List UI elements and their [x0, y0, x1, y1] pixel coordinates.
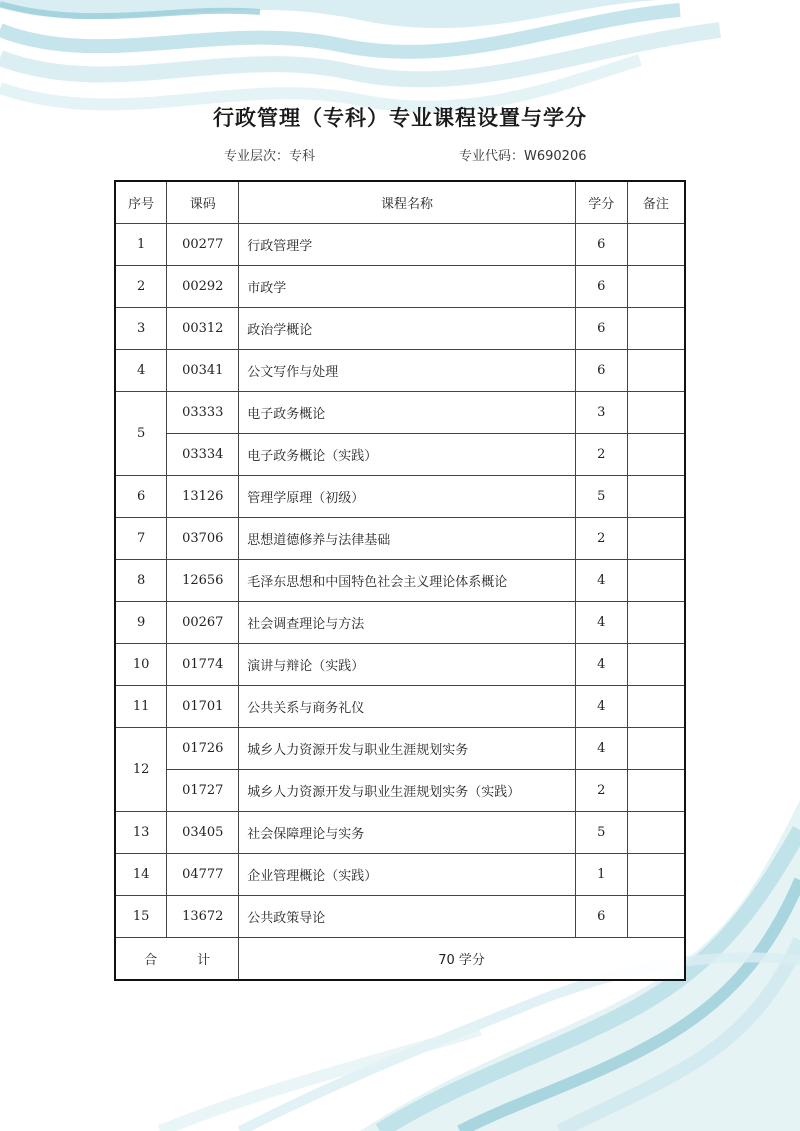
- row-credit: 6: [575, 350, 627, 392]
- row-seq: 9: [115, 602, 167, 644]
- row-seq: 11: [115, 686, 167, 728]
- row-credit: 3: [575, 392, 627, 434]
- total-row: [115, 938, 685, 981]
- page-title: 行政管理（专科）专业课程设置与学分: [213, 106, 587, 130]
- total-label-a: 合: [144, 953, 158, 968]
- row-seq: 3: [115, 308, 167, 350]
- row-name: 政治学概论: [239, 308, 576, 350]
- row-name: 电子政务概论（实践）: [239, 434, 576, 476]
- row-code: 03333: [167, 392, 239, 434]
- row-credit: 2: [575, 770, 627, 812]
- row-code: 04777: [167, 854, 239, 896]
- row-credit: 1: [575, 854, 627, 896]
- table-row: [115, 434, 685, 476]
- row-code: 03334: [167, 434, 239, 476]
- header-note: 备注: [627, 181, 685, 224]
- row-credit: 2: [575, 434, 627, 476]
- table-row: [115, 854, 685, 896]
- row-seq: 2: [115, 266, 167, 308]
- row-note: [627, 770, 685, 812]
- row-note: [627, 686, 685, 728]
- row-name: 电子政务概论: [239, 392, 576, 434]
- row-code: 01727: [167, 770, 239, 812]
- row-name: 演讲与辩论（实践）: [239, 644, 576, 686]
- course-table: [114, 180, 686, 981]
- table-row: [115, 392, 685, 434]
- row-code: 03706: [167, 518, 239, 560]
- row-name: 城乡人力资源开发与职业生涯规划实务: [239, 728, 576, 770]
- header-seq: 序号: [115, 181, 167, 224]
- major-code-value: W690206: [524, 149, 587, 164]
- table-row: [115, 266, 685, 308]
- row-seq: 12: [115, 728, 167, 812]
- table-row: [115, 350, 685, 392]
- row-seq: 5: [115, 392, 167, 476]
- row-seq: 10: [115, 644, 167, 686]
- row-note: [627, 602, 685, 644]
- row-code: 12656: [167, 560, 239, 602]
- row-note: [627, 224, 685, 266]
- row-credit: 5: [575, 812, 627, 854]
- row-name: 思想道德修养与法律基础: [239, 518, 576, 560]
- row-credit: 4: [575, 728, 627, 770]
- table-row: [115, 602, 685, 644]
- table-row: [115, 686, 685, 728]
- table-row: [115, 770, 685, 812]
- row-code: 00341: [167, 350, 239, 392]
- table-row: [115, 308, 685, 350]
- row-note: [627, 560, 685, 602]
- row-code: 00267: [167, 602, 239, 644]
- row-code: 13672: [167, 896, 239, 938]
- row-note: [627, 308, 685, 350]
- row-note: [627, 434, 685, 476]
- row-note: [627, 728, 685, 770]
- row-credit: 6: [575, 266, 627, 308]
- row-name: 市政学: [239, 266, 576, 308]
- row-note: [627, 518, 685, 560]
- total-label: [115, 938, 239, 981]
- row-seq: 13: [115, 812, 167, 854]
- table-row: [115, 476, 685, 518]
- row-credit: 6: [575, 308, 627, 350]
- row-name: 毛泽东思想和中国特色社会主义理论体系概论: [239, 560, 576, 602]
- major-level: [224, 145, 315, 164]
- row-seq: 14: [115, 854, 167, 896]
- row-note: [627, 350, 685, 392]
- row-name: 公文写作与处理: [239, 350, 576, 392]
- row-credit: 4: [575, 560, 627, 602]
- row-name: 社会调查理论与方法: [239, 602, 576, 644]
- row-code: 01701: [167, 686, 239, 728]
- table-row: [115, 896, 685, 938]
- row-note: [627, 476, 685, 518]
- row-code: 00277: [167, 224, 239, 266]
- row-code: 00292: [167, 266, 239, 308]
- major-code-label: 专业代码：: [459, 149, 525, 164]
- major-code: [459, 145, 587, 164]
- row-seq: 1: [115, 224, 167, 266]
- row-name: 公共关系与商务礼仪: [239, 686, 576, 728]
- table-header-row: [115, 181, 685, 224]
- row-seq: 7: [115, 518, 167, 560]
- row-code: 03405: [167, 812, 239, 854]
- row-seq: 6: [115, 476, 167, 518]
- table-row: [115, 518, 685, 560]
- header-name: 课程名称: [239, 181, 576, 224]
- row-code: 01726: [167, 728, 239, 770]
- header-credit: 学分: [575, 181, 627, 224]
- row-name: 社会保障理论与实务: [239, 812, 576, 854]
- row-name: 公共政策导论: [239, 896, 576, 938]
- row-note: [627, 854, 685, 896]
- header-code: 课码: [167, 181, 239, 224]
- table-row: [115, 224, 685, 266]
- row-name: 企业管理概论（实践）: [239, 854, 576, 896]
- row-code: 00312: [167, 308, 239, 350]
- row-code: 01774: [167, 644, 239, 686]
- row-credit: 4: [575, 686, 627, 728]
- major-level-value: 专科: [289, 149, 316, 164]
- table-row: [115, 560, 685, 602]
- table-row: [115, 728, 685, 770]
- row-name: 行政管理学: [239, 224, 576, 266]
- row-note: [627, 896, 685, 938]
- row-note: [627, 812, 685, 854]
- major-level-label: 专业层次：: [224, 149, 290, 164]
- row-credit: 6: [575, 896, 627, 938]
- row-code: 13126: [167, 476, 239, 518]
- row-credit: 2: [575, 518, 627, 560]
- row-note: [627, 392, 685, 434]
- total-label-b: 计: [197, 953, 211, 968]
- row-seq: 15: [115, 896, 167, 938]
- row-seq: 4: [115, 350, 167, 392]
- row-note: [627, 644, 685, 686]
- row-credit: 4: [575, 602, 627, 644]
- table-row: [115, 812, 685, 854]
- row-note: [627, 266, 685, 308]
- row-name: 管理学原理（初级）: [239, 476, 576, 518]
- row-credit: 4: [575, 644, 627, 686]
- row-credit: 5: [575, 476, 627, 518]
- table-row: [115, 644, 685, 686]
- total-credits: 70 学分: [239, 938, 685, 981]
- row-name: 城乡人力资源开发与职业生涯规划实务（实践）: [239, 770, 576, 812]
- row-seq: 8: [115, 560, 167, 602]
- row-credit: 6: [575, 224, 627, 266]
